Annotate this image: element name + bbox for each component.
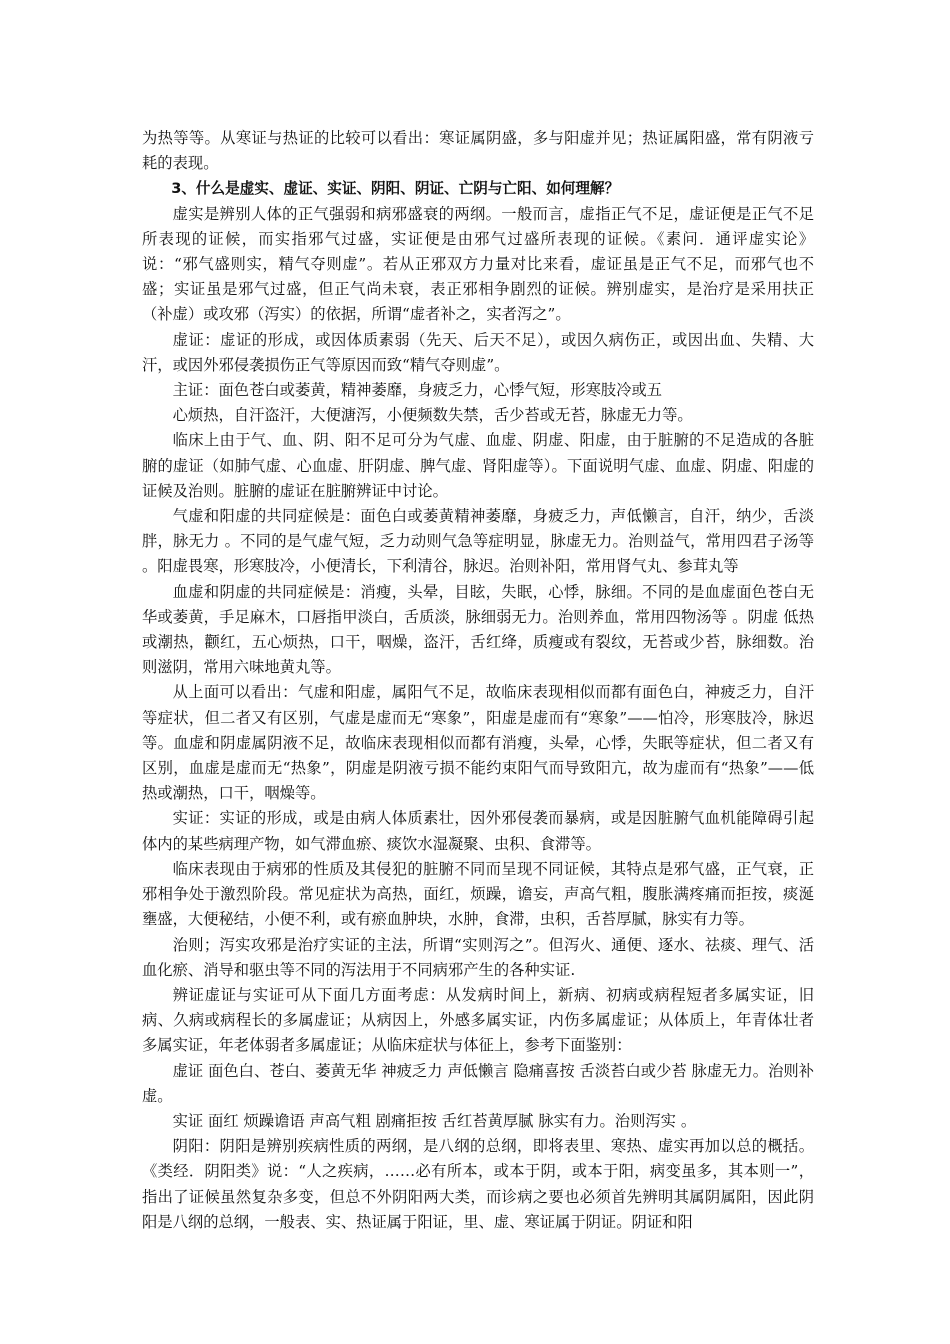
paragraph-xuexu-yinxu: 血虚和阴虚的共同症候是：消瘦，头晕，目眩，失眠，心悸，脉细。不同的是血虚面色苍白无华或萎黄，手足麻木，口唇指甲淡白，舌质淡，脉细弱无力。治则养血，常用四物汤等 。阴虚 低热或潮热，颧红，五心烦热，口干，咽燥，盗汗，舌红绛，质瘦或有裂纹，无苔或少苔，脉细数。治则滋阴，常用六味地黄丸等。 (142, 582, 814, 677)
paragraph-qixu-yangxu: 气虚和阳虚的共同症候是：面色白或萎黄精神萎靡，身疲乏力，声低懒言，自汗，纳少，舌淡胖，脉无力 。不同的是气虚气短，乏力动则气急等症明显，脉虚无力。治则益气，常用四君子汤等 。阳虚畏寒，形寒肢冷，小便清长，下利清谷，脉迟。治则补阳，常用肾气丸、参茸丸等 (142, 507, 814, 576)
paragraph-shizheng-list: 实证 面红 烦躁谵语 声高气粗 剧痛拒按 舌红苔黄厚腻 脉实有力。治则泻实 。 (172, 1111, 697, 1130)
paragraph-linchuang-xu: 临床上由于气、血、阴、阳不足可分为气虚、血虚、阴虚、阳虚，由于脏腑的不足造成的各脏腑的虚证（如肺气虚、心血虚、肝阴虚、脾气虚、肾阳虚等）。下面说明气虚、血虚、阴虚、阳虚的证候及治则。脏腑的虚证在脏腑辨证中讨论。 (142, 431, 814, 500)
paragraph-zhuzheng-cont: 心烦热，自汗盗汗，大便溏泻，小便频数失禁，舌少苔或无苔，脉虚无力等。 (172, 406, 693, 425)
paragraph-xuzheng: 虚证：虚证的形成，或因体质素弱（先天、后天不足），或因久病伤正，或因出血、失精、大汗，或因外邪侵袭损伤正气等原因而致“精气夺则虚”。 (142, 330, 814, 374)
paragraph-continuation: 为热等等。从寒证与热证的比较可以看出：寒证属阴盛，多与阳虚并见；热证属阳盛，常有阴液亏耗的表现。 (142, 129, 814, 173)
paragraph-linchuang-shi: 临床表现由于病邪的性质及其侵犯的脏腑不同而呈现不同证候，其特点是邪气盛，正气衰，正邪相争处于激烈阶段。常见症状为高热，面红，烦躁，谵妄，声高气粗，腹胀满疼痛而拒按，痰涎壅盛，大便秘结，小便不利，或有瘀血肿块，水肿，食滞，虫积，舌苔厚腻，脉实有力等。 (142, 859, 814, 929)
paragraph-zhuzheng: 主证：面色苍白或萎黄，精神萎靡，身疲乏力，心悸气短，形寒肢冷或五 (172, 381, 663, 400)
paragraph-comparison: 从上面可以看出：气虚和阳虚，属阳气不足，故临床表现相似而都有面色白，神疲乏力，自汗等症状，但二者又有区别，气虚是虚而无“寒象”，阳虚是虚而有“寒象”——怕冷，形寒肢冷，脉迟等。血虚和阴虚属阴液不足，故临床表现相似而都有消瘦，头晕，心悸，失眠等症状，但二者又有区别，血虚是虚而无“热象”，阴虚是阴液亏损不能约束阳气而导致阳亢，故为虚而有“热象”——低热或潮热，口干，咽燥等。 (142, 683, 814, 803)
section-heading: 3、什么是虚实、虚证、实证、阴阳、阴证、亡阴与亡阳、如何理解？ (171, 180, 620, 198)
paragraph-yinyang: 阴阳：阴阳是辨别疾病性质的两纲，是八纲的总纲，即将表里、寒热、虚实再加以总的概括。《类经．阴阳类》说：“人之疾病，……必有所本，或本于阴，或本于阳，病变虽多，其本则一”，指出了证候虽然复杂多变，但总不外阴阳两大类，而诊病之要也必须首先辨明其属阴属阳，因此阴阳是八纲的总纲，一般表、实、热证属于阳证，里、虚、寒证属于阴证。阴证和阳 (142, 1137, 814, 1231)
paragraph-xushi-intro: 虚实是辨别人体的正气强弱和病邪盛衰的两纲。一般而言，虚指正气不足，虚证便是正气不足所表现的证候，而实指邪气过盛，实证便是由邪气过盛所表现的证候。《素问．通评虚实论》说：“邪气盛则实，精气夺则虚”。若从正邪双方力量对比来看，虚证虽是正气不足，而邪气也不盛；实证虽是邪气过盛，但正气尚未衰，表正邪相争剧烈的证候。辨别虚实，是治疗是采用扶正（补虚）或攻邪（泻实）的依据，所谓“虚者补之，实者泻之”。 (142, 204, 814, 324)
paragraph-shizheng: 实证：实证的形成，或是由病人体质素壮，因外邪侵袭而暴病，或是因脏腑气血机能障碍引起体内的某些病理产物，如气滞血瘀、痰饮水湿凝聚、虫积、食滞等。 (142, 809, 814, 853)
paragraph-zhize: 治则；泻实攻邪是治疗实证的主法，所谓“实则泻之”。但泻火、通便、逐水、祛痰、理气、活血化瘀、消导和驱虫等不同的泻法用于不同病邪产生的各种实证. (142, 935, 814, 979)
paragraph-xuzheng-list: 虚证 面色白、苍白、萎黄无华 神疲乏力 声低懒言 隐痛喜按 舌淡苔白或少苔 脉虚无力。治则补虚。 (142, 1061, 814, 1105)
paragraph-bianzheng: 辨证虚证与实证可从下面几方面考虑：从发病时间上，新病、初病或病程短者多属实证，旧病、久病或病程长的多属虚证；从病因上，外感多属实证，内伤多属虚证；从体质上，年青体壮者多属实证，年老体弱者多属虚证；从临床症状与体征上，参考下面鉴别： (142, 985, 814, 1055)
document-page (142, 126, 814, 1235)
